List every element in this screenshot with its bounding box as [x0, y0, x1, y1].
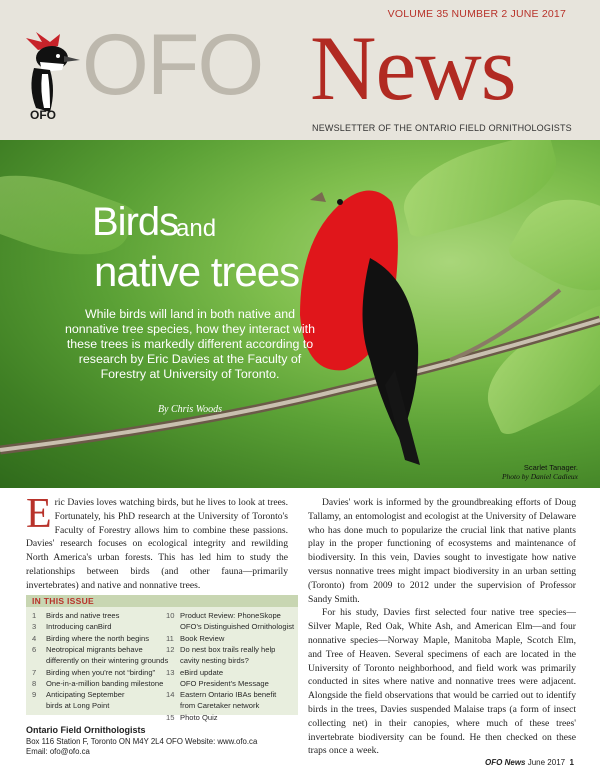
toc-item — [32, 668, 155, 678]
article-left-column — [26, 491, 288, 593]
toc-item — [166, 622, 294, 632]
masthead-title-ofo: OFO — [82, 17, 263, 113]
footer-publication: OFO News — [485, 758, 526, 767]
org-address: Box 116 Station F, Toronto ON M4Y 2L4 OFO Website: www.ofo.ca — [26, 736, 258, 746]
toc-item — [32, 622, 111, 632]
headline-and: and — [176, 215, 217, 242]
caption-credit: Photo by Daniel Cadieux — [501, 472, 578, 481]
toc-page-number: 12 — [166, 644, 175, 654]
toc-page-number: 15 — [166, 712, 175, 722]
article-paragraph: Davies' work is informed by the groundbreaking efforts of Doug Tallamy, an entomologist and ecologist at the University of Delaware who has done much to popularize the crucial link that native plants play in the proper functioning of ecosystems and maintenance of biodiversity. In this vein, Davies sought to investigate how native versus nonnative trees might impact biodiversity in an urban setting (Toronto) from 2009 to 2012 under the supervision of Professor Sandy Smith. — [308, 497, 576, 605]
masthead — [0, 0, 600, 140]
toc-item-title: differently on their wintering grounds — [46, 656, 169, 666]
headline-birds: Birds — [92, 200, 179, 244]
toc-page-number: 8 — [32, 678, 37, 688]
article-right-column — [308, 496, 576, 758]
toc-item-title: Eastern Ontario IBAs benefit — [180, 690, 277, 700]
toc-item-title: One-in-a-million banding milestone — [46, 678, 164, 688]
toc-item — [166, 668, 223, 678]
article-paragraph: For his study, Davies first selected four native tree species—Silver Maple, Red Oak, White Ash, and American Elm—and four nonnative species—Norway Maple, Manitoba Maple, Scotch Elm, and Tree of Heaven. Several specimens of each are located in the University of Toronto neighborhood, and field work was primarily conducted in sites where native and nonnative trees were adjacent. Alongside the field observations that would be carried out to identify birds in the trees, Davies suspended Malaise traps (a form of insect collecting net) in their canopies, where much of these trees' invertebrate biodiversity can be found. He then checked on these traps once a week. — [308, 607, 576, 757]
feature-byline: By Chris Woods — [157, 404, 223, 415]
toc-item — [32, 701, 109, 711]
toc-item-title: Neotropical migrants behave — [46, 644, 143, 654]
drop-cap: E — [26, 491, 52, 537]
toc-item-title: Introducing canBird — [46, 622, 112, 632]
org-email: Email: ofo@ofo.ca — [26, 747, 90, 756]
toc-item-title: Product Review: PhoneSkope — [180, 611, 281, 620]
toc-item — [166, 645, 275, 655]
toc-page-number: 7 — [32, 667, 37, 677]
toc-item-title: Book Review — [180, 633, 225, 643]
toc-item — [32, 656, 168, 666]
toc-item-title: birds at Long Point — [46, 701, 110, 711]
headline-native-trees: native trees — [94, 248, 300, 295]
page-number: 1 — [569, 758, 574, 767]
toc-item-title: OFO's Distinguished Ornithologist — [180, 622, 295, 632]
toc-item-title: Birds and native trees — [46, 611, 120, 620]
toc-item-title: from Caretaker network — [180, 701, 260, 711]
in-this-issue-title: IN THIS ISSUE — [32, 596, 94, 606]
toc-item — [32, 634, 149, 644]
toc-item — [32, 645, 143, 655]
toc-page-number: 14 — [166, 690, 175, 700]
toc-item-title: Do nest box trails really help — [180, 644, 276, 654]
toc-page-number: 9 — [32, 690, 37, 700]
toc-item-title: Birding when you're not “birding” — [46, 667, 156, 677]
page-footer — [485, 758, 574, 767]
masthead-title-news: News — [310, 17, 516, 119]
toc-page-number: 13 — [166, 667, 175, 677]
in-this-issue-box — [26, 595, 298, 722]
toc-item-title: Photo Quiz — [180, 712, 218, 722]
toc-item — [166, 656, 249, 666]
masthead-tagline: NEWSLETTER OF THE ONTARIO FIELD ORNITHOLOGISTS — [312, 123, 572, 133]
toc-item-title: Birding where the north begins — [46, 633, 150, 643]
toc-item — [166, 679, 269, 689]
caption-title: Scarlet Tanager. — [523, 463, 578, 472]
logo-ofo-text: OFO — [30, 108, 56, 122]
toc-item-title: eBird update — [180, 667, 224, 677]
toc-page-number: 1 — [32, 611, 37, 620]
toc-item — [32, 690, 125, 700]
toc-item-title: cavity nesting birds? — [180, 656, 249, 666]
toc-page-number: 3 — [32, 622, 37, 632]
org-name: Ontario Field Ornithologists — [26, 725, 146, 735]
toc-page-number: 10 — [166, 611, 175, 620]
feature-deck: While birds will land in both native and nonnative tree species, how they interact with these trees is markedly different according to research by Eric Davies at the Faculty of Forestry at University of Toronto. — [64, 307, 315, 381]
toc-item-title: OFO President's Message — [180, 678, 269, 688]
photo-caption — [502, 463, 578, 481]
article-left-paragraph: ric Davies loves watching birds, but he lives to look at trees. Fortunately, his PhD research at the University of Toronto's Faculty of Forestry allows him to combine these passions. Davies' research focuses on ecological integrity and rewilding North America's urban forests. This has led him to study the relationships between birds (and other fauna—primarily invertebrates) and native and nonnative trees. — [26, 497, 288, 591]
footer-date: June 2017 — [527, 758, 566, 767]
toc-page-number: 11 — [166, 633, 174, 643]
toc-page-number: 6 — [32, 644, 37, 654]
issue-line: VOLUME 35 NUMBER 2 JUNE 2017 — [387, 8, 566, 20]
toc-item — [166, 713, 218, 723]
toc-item — [166, 611, 281, 621]
toc-item — [32, 611, 119, 621]
toc-item — [166, 634, 224, 644]
toc-item-title: Anticipating September — [46, 690, 125, 700]
toc-item — [166, 701, 259, 711]
toc-item — [166, 690, 276, 700]
organization-info — [26, 725, 257, 758]
toc-page-number: 4 — [32, 633, 37, 643]
in-this-issue-header — [26, 595, 298, 607]
toc-item — [32, 679, 163, 689]
